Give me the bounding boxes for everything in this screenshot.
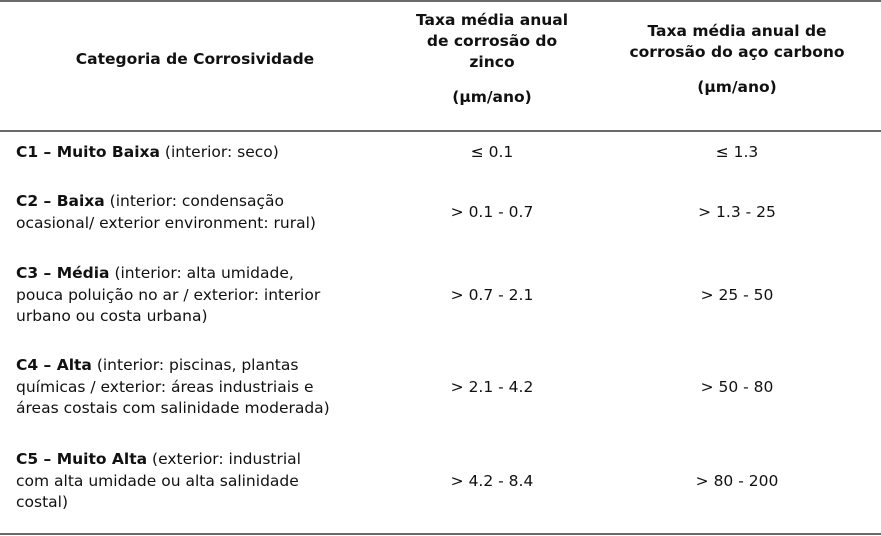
row-c2-desc: (interior: condensação — [104, 192, 284, 210]
header-zinc-line: de corrosão do — [426, 32, 558, 50]
row-c1-steel: ≤ 1.3 — [715, 143, 759, 161]
table-top-rule — [0, 0, 881, 2]
row-c1-zinc: ≤ 0.1 — [470, 143, 514, 161]
row-c3-category — [16, 263, 386, 328]
row-c2-steel: > 1.3 - 25 — [698, 203, 776, 221]
header-zinc-line: zinco — [469, 53, 515, 71]
header-steel-line: Taxa média anual de — [647, 22, 827, 40]
row-c4-category — [16, 355, 386, 420]
row-c5-desc: costal) — [16, 493, 69, 511]
row-c5-desc: (exterior: industrial — [147, 450, 301, 468]
header-zinc-line: Taxa média anual — [415, 11, 569, 29]
header-zinc-unit: (µm/ano) — [452, 88, 532, 106]
row-c4-desc: químicas / exterior: áreas industriais e — [16, 377, 314, 396]
header-zinc-rate — [390, 10, 594, 108]
row-c5-zinc: > 4.2 - 8.4 — [450, 472, 534, 490]
row-c1-desc: (interior: seco) — [159, 143, 279, 161]
row-c3-steel: > 25 - 50 — [700, 286, 774, 304]
row-c5-label: C5 – Muito Alta — [16, 450, 148, 468]
header-steel-unit: (µm/ano) — [697, 78, 777, 96]
row-c2-label: C2 – Baixa — [16, 192, 105, 210]
row-c3-desc: pouca poluição no ar / exterior: interior — [16, 285, 321, 304]
table-header-rule — [0, 130, 881, 132]
row-c4-zinc: > 2.1 - 4.2 — [450, 378, 534, 396]
row-c1-category — [16, 142, 386, 164]
row-c4-desc: (interior: piscinas, plantas — [91, 356, 299, 374]
header-steel-rate — [608, 21, 866, 98]
row-c3-desc: urbano ou costa urbana) — [16, 307, 208, 325]
row-c4-steel: > 50 - 80 — [700, 378, 774, 396]
row-c3-label: C3 – Média — [16, 264, 110, 282]
header-category: Categoria de Corrosividade — [75, 50, 315, 68]
row-c2-zinc: > 0.1 - 0.7 — [450, 203, 534, 221]
row-c5-desc: com alta umidade ou alta salinidade — [16, 471, 299, 490]
table-bottom-rule — [0, 533, 881, 535]
header-steel-line: corrosão do aço carbono — [629, 43, 845, 61]
row-c5-category — [16, 449, 386, 514]
row-c4-label: C4 – Alta — [16, 356, 92, 374]
row-c2-desc: ocasional/ exterior environment: rural) — [16, 213, 316, 232]
row-c3-zinc: > 0.7 - 2.1 — [450, 286, 534, 304]
row-c2-category — [16, 191, 386, 234]
row-c4-desc: áreas costais com salinidade moderada) — [16, 399, 330, 417]
row-c3-desc: (interior: alta umidade, — [109, 264, 294, 282]
row-c1-label: C1 – Muito Baixa — [16, 143, 160, 161]
row-c5-steel: > 80 - 200 — [695, 472, 779, 490]
